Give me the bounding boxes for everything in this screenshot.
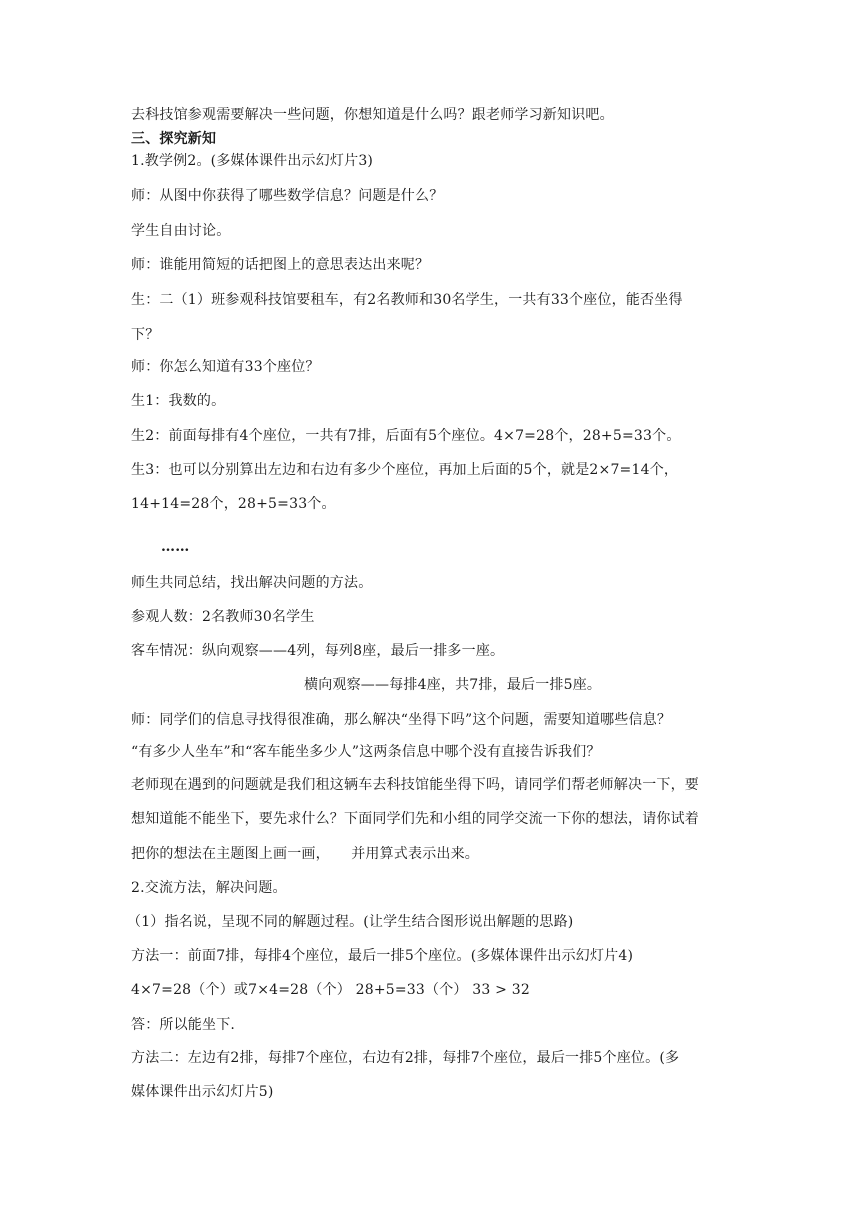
paragraph: 师生共同总结，找出解决问题的方法。 bbox=[131, 575, 373, 591]
paragraph: （1）指名说，呈现不同的解题过程。(让学生结合图形说出解题的思路) bbox=[127, 914, 574, 930]
paragraph: 生1：我数的。 bbox=[131, 393, 226, 409]
paragraph: 生：二（1）班参观科技馆要租车，有2名教师和30名学生，一共有33个座位，能否坐得 bbox=[131, 292, 683, 308]
paragraph: 师：谁能用简短的话把图上的意思表达出来呢？ bbox=[131, 257, 430, 273]
paragraph: 下？ bbox=[131, 327, 160, 343]
paragraph: 生2：前面每排有4个座位，一共有7排，后面有5个座位。4×7=28个，28+5=33个。 bbox=[131, 428, 681, 444]
equation-line: 4×7=28（个）或7×4=28（个） 28+5=33（个） 33 > 32 bbox=[131, 982, 530, 998]
paragraph: 想知道能不能坐下，要先求什么？下面同学们先和小组的同学交流一下你的想法，请你试着 bbox=[131, 811, 699, 827]
example-title: 1.教学例2。(多媒体课件出示幻灯片3) bbox=[131, 153, 374, 169]
paragraph: 生3：也可以分别算出左边和右边有多少个座位，再加上后面的5个，就是2×7=14个， bbox=[131, 462, 679, 478]
paragraph: 14+14=28个，28+5=33个。 bbox=[131, 496, 336, 512]
answer-line: 答：所以能坐下. bbox=[131, 1017, 236, 1033]
paragraph: 师：你怎么知道有33个座位？ bbox=[131, 359, 320, 375]
intro-text: 去科技馆参观需要解决一些问题，你想知道是什么吗？跟老师学习新知识吧。 bbox=[131, 107, 614, 123]
paragraph: 客车情况：纵向观察——4列，每列8座，最后一排多一座。 bbox=[131, 643, 505, 659]
paragraph: 老师现在遇到的问题就是我们租这辆车去科技馆能坐得下吗，请同学们帮老师解决一下，要 bbox=[131, 777, 699, 793]
method-one: 方法一：前面7排，每排4个座位，最后一排5个座位。(多媒体课件出示幻灯片4) bbox=[131, 948, 634, 964]
section-heading: 三、探究新知 bbox=[131, 131, 217, 147]
ellipsis: …… bbox=[161, 539, 190, 555]
method-two: 方法二：左边有2排，每排7个座位，右边有2排，每排7个座位，最后一排5个座位。(多 bbox=[131, 1050, 680, 1066]
paragraph: 学生自由讨论。 bbox=[131, 223, 231, 239]
paragraph-indented: 横向观察——每排4座，共7排，最后一排5座。 bbox=[304, 677, 602, 693]
paragraph: 媒体课件出示幻灯片5) bbox=[131, 1084, 274, 1100]
paragraph: 把你的想法在主题图上画一画， 并用算式表示出来。 bbox=[131, 846, 479, 862]
subsection-title: 2.交流方法，解决问题。 bbox=[131, 880, 287, 896]
paragraph: 师：从图中你获得了哪些数学信息？问题是什么？ bbox=[131, 188, 444, 204]
paragraph: 参观人数：2名教师30名学生 bbox=[131, 609, 315, 625]
paragraph: 师：同学们的信息寻找得很准确，那么解决“坐得下吗”这个问题，需要知道哪些信息？ bbox=[131, 712, 672, 728]
paragraph: “有多少人坐车”和“客车能坐多少人”这两条信息中哪个没有直接告诉我们？ bbox=[131, 744, 601, 760]
